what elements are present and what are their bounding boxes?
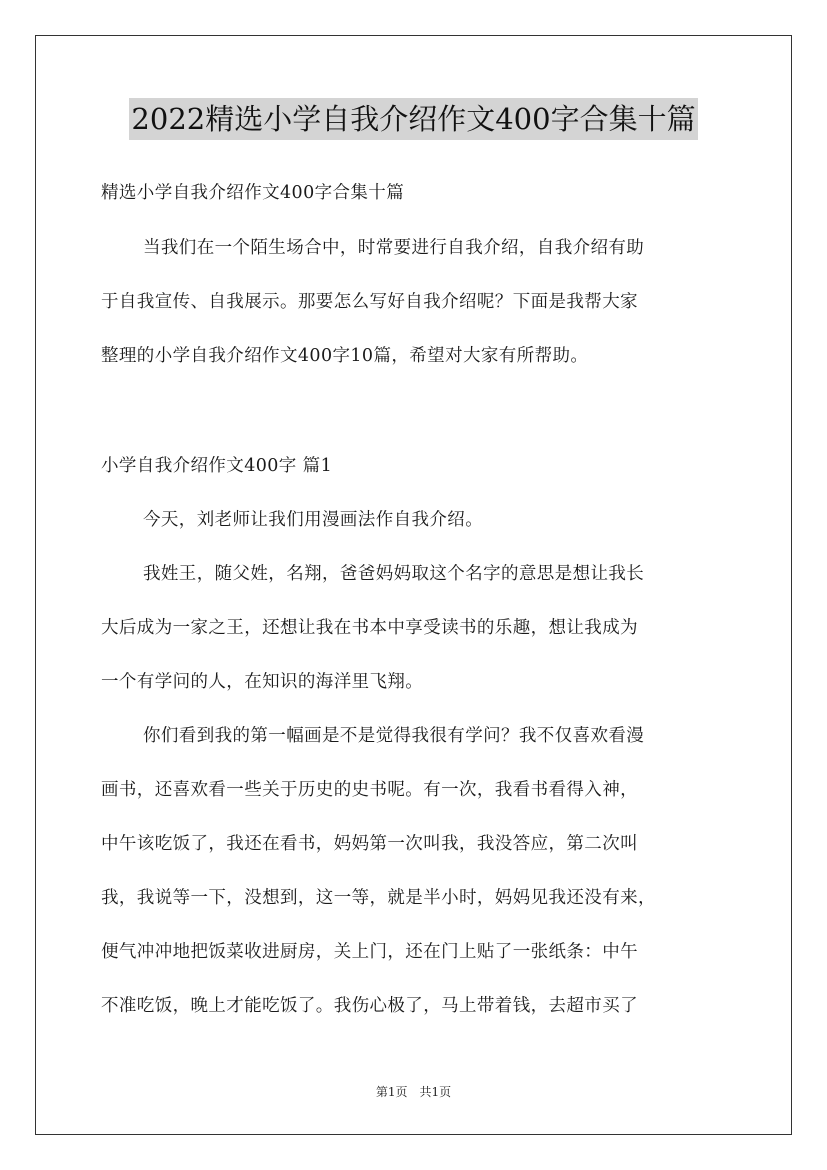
body-paragraph-line: 不准吃饭，晚上才能吃饭了。我伤心极了，马上带着钱，去超市买了 (101, 996, 638, 1016)
section-heading: 小学自我介绍作文400字 篇1 (101, 456, 333, 476)
body-paragraph-line: 一个有学问的人，在知识的海洋里飞翔。 (101, 672, 424, 692)
subtitle-line: 精选小学自我介绍作文400字合集十篇 (101, 183, 405, 203)
intro-paragraph-line: 于自我宣传、自我展示。那要怎么写好自我介绍呢？下面是我帮大家 (101, 292, 638, 312)
body-paragraph-line: 你们看到我的第一幅画是不是觉得我很有学问？我不仅喜欢看漫 (143, 726, 645, 746)
body-paragraph-line: 我，我说等一下，没想到，这一等，就是半小时，妈妈见我还没有来， (101, 888, 656, 908)
title-block (0, 98, 827, 140)
body-paragraph-line: 大后成为一家之王，还想让我在书本中享受读书的乐趣，想让我成为 (101, 618, 638, 638)
body-paragraph-line: 我姓王，随父姓，名翔，爸爸妈妈取这个名字的意思是想让我长 (143, 564, 645, 584)
document-title: 2022精选小学自我介绍作文400字合集十篇 (129, 98, 697, 140)
intro-paragraph-line: 当我们在一个陌生场合中，时常要进行自我介绍，自我介绍有助 (143, 238, 645, 258)
page-footer (0, 1084, 827, 1100)
body-paragraph-line: 画书，还喜欢看一些关于历史的史书呢。有一次，我看书看得入神， (101, 780, 638, 800)
page-number: 第1页 (375, 1085, 408, 1099)
intro-paragraph-line: 整理的小学自我介绍作文400字10篇，希望对大家有所帮助。 (101, 346, 589, 366)
body-paragraph-line: 中午该吃饭了，我还在看书，妈妈第一次叫我，我没答应，第二次叫 (101, 834, 638, 854)
page-total: 共1页 (419, 1085, 452, 1099)
body-paragraph-line: 今天，刘老师让我们用漫画法作自我介绍。 (143, 510, 484, 530)
body-paragraph-line: 便气冲冲地把饭菜收进厨房，关上门，还在门上贴了一张纸条：中午 (101, 942, 638, 962)
